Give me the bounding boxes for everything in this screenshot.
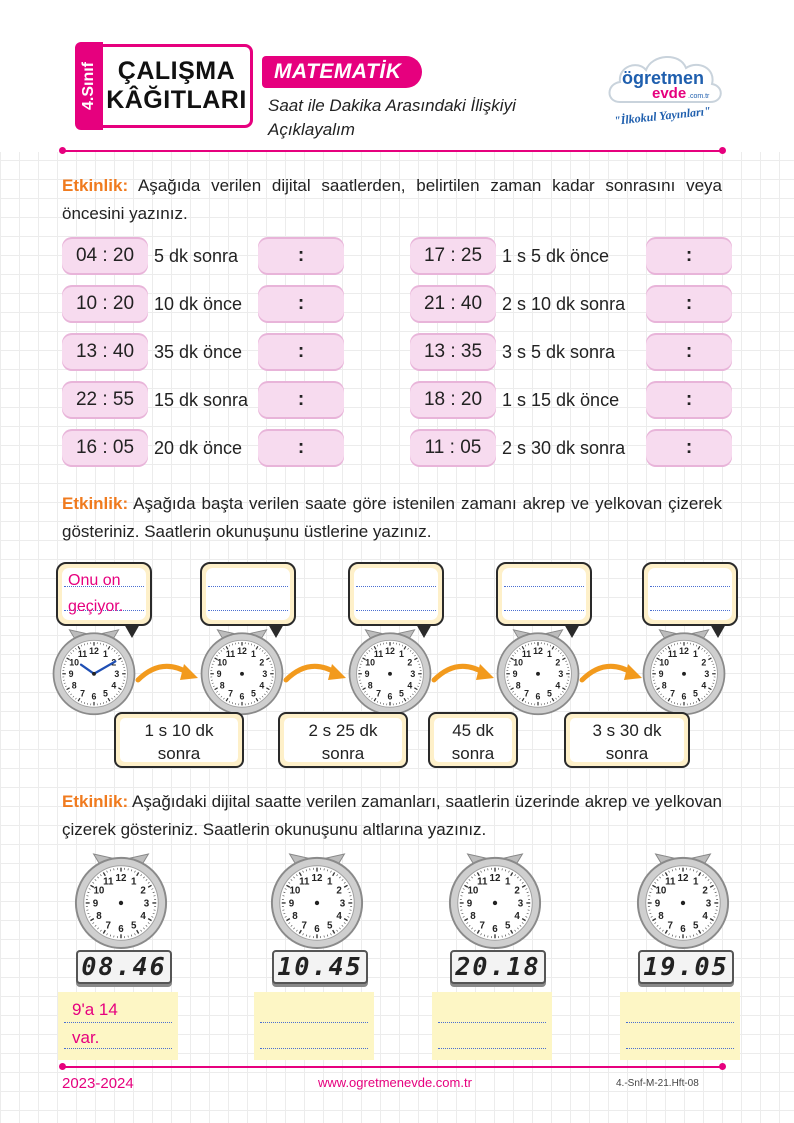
activity-1-instruction [62, 172, 722, 228]
clock-number: 6 [535, 691, 541, 702]
time-step-content [120, 718, 238, 762]
clock-number: 4 [336, 911, 342, 923]
clock-number: 9 [288, 898, 295, 910]
time-step-box [564, 712, 690, 768]
example-speech-bubble [56, 562, 152, 626]
clock-number: 1 [398, 649, 404, 660]
header-divider [62, 150, 722, 152]
clock-number: 5 [102, 688, 108, 699]
clock-number: 11 [103, 876, 114, 888]
footer-divider [62, 1066, 722, 1068]
clock-number: 10 [467, 885, 479, 897]
answer-speech-bubble[interactable] [200, 562, 296, 626]
analog-clock[interactable] [268, 852, 366, 954]
footer-code: 4.-Snf-M-21.Hft-08 [616, 1078, 699, 1089]
clock-number: 8 [515, 680, 521, 691]
clock-center [493, 901, 497, 905]
clock-number: 2 [701, 657, 707, 668]
clock-number: 6 [239, 691, 245, 702]
clock-number: 8 [661, 680, 667, 691]
digital-time-box: 04 : 20 [62, 237, 148, 275]
clock-number: 11 [373, 649, 384, 660]
clock-number: 6 [314, 923, 320, 935]
clock-number: 3 [410, 668, 416, 679]
analog-clock-face [198, 628, 286, 716]
bubble-inner [206, 568, 290, 620]
time-operation: 35 dk önce [154, 342, 243, 362]
clock-center [681, 901, 685, 905]
time-step-direction: sonra [321, 744, 365, 763]
clock-number: 7 [105, 920, 111, 932]
answer-note[interactable] [254, 992, 374, 1060]
writing-line [64, 1022, 172, 1023]
answer-box[interactable]: : [646, 285, 732, 323]
answer-box[interactable]: : [646, 333, 732, 371]
answer-box[interactable]: : [258, 237, 344, 275]
subtitle-line-1: Saat ile Dakika Arasındaki İlişkiyi [268, 96, 516, 115]
time-step-box [114, 712, 244, 768]
clock-number: 11 [299, 876, 310, 888]
clock-center [536, 672, 540, 676]
clock-number: 3 [704, 668, 710, 679]
activity-text: Aşağıda verilen dijital saatlerden, belirtilen zaman kadar sonrasını veya öncesini yazınız. [62, 176, 722, 223]
clock-number: 3 [262, 668, 268, 679]
activity-label: Etkinlik: [62, 176, 129, 195]
clock-number: 4 [111, 680, 117, 691]
time-operation: 5 dk sonra [154, 246, 239, 266]
example-reading-line-2: geçiyor. [68, 598, 124, 615]
title-line-2: KÂĞITLARI [106, 86, 247, 114]
clock-number: 10 [365, 657, 376, 668]
logo-brand: ögretmen [622, 68, 705, 88]
analog-clock[interactable] [640, 628, 728, 720]
footer-dot-left [59, 1063, 66, 1070]
answer-note[interactable] [620, 992, 740, 1060]
analog-clock[interactable] [446, 852, 544, 954]
clock-number: 4 [259, 680, 265, 691]
clock-number: 3 [558, 668, 564, 679]
curved-arrow-icon [132, 654, 202, 690]
clock-number: 10 [217, 657, 228, 668]
digital-time-box: 16 : 05 [62, 429, 148, 467]
time-step-amount: 2 s 25 dk [308, 721, 378, 740]
digital-time-box: 13 : 35 [410, 333, 496, 371]
writing-line [260, 1048, 368, 1049]
analog-clock [50, 628, 138, 720]
clock-number: 12 [489, 872, 501, 884]
writing-line [504, 610, 584, 611]
clock-number: 12 [311, 872, 323, 884]
clock-number: 6 [387, 691, 393, 702]
clock-number: 4 [140, 911, 146, 923]
clock-number: 9 [216, 668, 222, 679]
writing-line [650, 586, 730, 587]
clock-number: 11 [521, 649, 532, 660]
time-step-box [278, 712, 408, 768]
clock-number: 6 [91, 691, 97, 702]
clock-number: 1 [505, 876, 511, 888]
clock-number: 3 [705, 898, 712, 910]
writing-line [626, 1022, 734, 1023]
clock-number: 5 [398, 688, 404, 699]
clock-number: 4 [407, 680, 413, 691]
analog-clock[interactable] [346, 628, 434, 720]
clock-center [315, 901, 319, 905]
clock-number: 11 [77, 649, 88, 660]
clock-number: 1 [327, 876, 333, 888]
clock-number: 5 [546, 688, 552, 699]
title-line-1: ÇALIŞMA [117, 57, 236, 85]
clock-number: 5 [505, 920, 511, 932]
answer-box[interactable]: : [646, 381, 732, 419]
analog-clock-face [72, 852, 170, 950]
time-step-direction: sonra [451, 744, 495, 763]
clock-number: 11 [665, 876, 676, 888]
clock-number: 6 [118, 923, 124, 935]
footer-dot-right [719, 1063, 726, 1070]
clock-number: 9 [68, 668, 74, 679]
clock-number: 2 [702, 885, 708, 897]
writing-line [208, 586, 288, 587]
clock-number: 7 [670, 688, 676, 699]
digital-time-box: 11 : 05 [410, 429, 496, 467]
analog-clock-face [346, 628, 434, 716]
clock-number: 8 [470, 911, 476, 923]
clock-number: 12 [533, 645, 543, 656]
digital-clock-display: 19.05 [638, 950, 734, 984]
footer-website[interactable]: www.ogretmenevde.com.tr [318, 1075, 472, 1090]
time-operation: 20 dk önce [154, 438, 243, 458]
clock-number: 10 [513, 657, 524, 668]
curved-arrow-icon [280, 654, 350, 690]
clock-number: 2 [407, 657, 413, 668]
clock-number: 2 [336, 885, 342, 897]
divider-dot-left [59, 147, 66, 154]
worksheet-title [103, 44, 253, 128]
answer-speech-bubble[interactable] [642, 562, 738, 626]
answer-speech-bubble[interactable] [348, 562, 444, 626]
clock-number: 3 [143, 898, 150, 910]
clock-number: 5 [692, 688, 698, 699]
digital-clock-display: 08.46 [76, 950, 172, 984]
clock-number: 7 [667, 920, 673, 932]
clock-number: 4 [702, 911, 708, 923]
time-step-direction: sonra [605, 744, 649, 763]
clock-number: 8 [367, 680, 373, 691]
writing-line [64, 1048, 172, 1049]
example-reading-line-1: 9'a 14 [72, 1000, 118, 1019]
clock-number: 1 [131, 876, 137, 888]
clock-number: 8 [219, 680, 225, 691]
clock-number: 12 [679, 645, 689, 656]
clock-number: 9 [654, 898, 661, 910]
analog-clock[interactable] [494, 628, 582, 720]
bubble-inner [502, 568, 586, 620]
clock-number: 10 [289, 885, 301, 897]
activity-text: Aşağıdaki dijital saatte verilen zamanları, saatlerin üzerinde akrep ve yelkovan çizerek gösteriniz. Saatlerin okunuşunu altlarına yazınız. [62, 792, 722, 839]
time-step-direction: sonra [157, 744, 201, 763]
clock-number: 1 [250, 649, 256, 660]
time-step-content [434, 718, 512, 762]
analog-clock-face [494, 628, 582, 716]
divider-dot-right [719, 147, 726, 154]
ogretmenevde-logo [600, 40, 730, 130]
clock-center [92, 672, 96, 676]
analog-clock[interactable] [72, 852, 170, 954]
grade-label: 4.Sınıf [80, 61, 98, 111]
clock-number: 9 [658, 668, 664, 679]
clock-number: 4 [701, 680, 707, 691]
clock-number: 8 [292, 911, 298, 923]
example-reading-line-2: var. [72, 1028, 100, 1047]
clock-center [388, 672, 392, 676]
example-reading-line-1: Onu on [68, 572, 121, 589]
clock-number: 7 [80, 688, 86, 699]
clock-number: 11 [667, 649, 678, 660]
analog-clock-face [446, 852, 544, 950]
clock-center [119, 901, 123, 905]
clock-number: 2 [555, 657, 561, 668]
writing-line [260, 1022, 368, 1023]
answer-speech-bubble[interactable] [496, 562, 592, 626]
logo-tagline: "İlkokul Yayınları" [613, 103, 712, 128]
analog-clock[interactable] [198, 628, 286, 720]
worksheet-subtitle [268, 94, 608, 142]
clock-number: 7 [228, 688, 234, 699]
activity-text: Aşağıda başta verilen saate göre istenilen zamanı akrep ve yelkovan çizerek gösteriniz. Saatlerin okunuşunu üstlerine yazınız. [62, 494, 722, 541]
digital-clock-display: 20.18 [450, 950, 546, 984]
example-reading-note [58, 992, 178, 1060]
digital-time-box: 13 : 40 [62, 333, 148, 371]
time-step-content [570, 718, 684, 762]
clock-number: 3 [339, 898, 346, 910]
clock-number: 4 [514, 911, 520, 923]
clock-number: 10 [69, 657, 80, 668]
writing-line [626, 1048, 734, 1049]
clock-center [240, 672, 244, 676]
answer-box[interactable]: : [258, 285, 344, 323]
clock-number: 11 [477, 876, 488, 888]
writing-line [438, 1048, 546, 1049]
digital-time-box: 18 : 20 [410, 381, 496, 419]
digital-time-box: 17 : 25 [410, 237, 496, 275]
subject-label: MATEMATİK [262, 56, 422, 88]
digital-clock-display: 10.45 [272, 950, 368, 984]
clock-number: 9 [92, 898, 99, 910]
clock-number: 6 [492, 923, 498, 935]
analog-clock-face [640, 628, 728, 716]
writing-line [650, 610, 730, 611]
logo-domain: .com.tr [688, 93, 710, 100]
clock-number: 12 [385, 645, 395, 656]
writing-line [438, 1022, 546, 1023]
analog-clock-face [634, 852, 732, 950]
clock-number: 11 [225, 649, 236, 660]
clock-number: 10 [93, 885, 105, 897]
writing-line [356, 610, 436, 611]
clock-number: 9 [364, 668, 370, 679]
time-operation: 10 dk önce [154, 294, 243, 314]
logo-brand-2: evde [652, 85, 687, 102]
time-operation: 1 s 5 dk önce [502, 246, 610, 266]
clock-center [682, 672, 686, 676]
answer-box[interactable]: : [258, 429, 344, 467]
time-operation: 3 s 5 dk sonra [502, 342, 616, 362]
analog-clock-face [50, 628, 138, 716]
clock-number: 8 [96, 911, 102, 923]
answer-box[interactable]: : [258, 381, 344, 419]
clock-number: 3 [114, 668, 120, 679]
writing-line [208, 610, 288, 611]
digital-time-box: 21 : 40 [410, 285, 496, 323]
clock-number: 5 [250, 688, 256, 699]
writing-line [356, 586, 436, 587]
activity-2-instruction [62, 490, 722, 546]
clock-number: 5 [131, 920, 137, 932]
clock-number: 6 [681, 691, 687, 702]
time-operation: 2 s 10 dk sonra [502, 294, 626, 314]
time-operation: 2 s 30 dk sonra [502, 438, 626, 458]
time-step-amount: 3 s 30 dk [592, 721, 662, 740]
clock-number: 8 [658, 911, 664, 923]
clock-number: 12 [115, 872, 127, 884]
clock-number: 12 [677, 872, 689, 884]
clock-number: 1 [692, 649, 698, 660]
clock-number: 2 [140, 885, 146, 897]
time-step-box [428, 712, 518, 768]
clock-number: 7 [479, 920, 485, 932]
time-step-amount: 45 dk [452, 721, 494, 740]
clock-number: 7 [376, 688, 382, 699]
clock-number: 1 [693, 876, 699, 888]
clock-number: 1 [102, 649, 108, 660]
writing-line [504, 586, 584, 587]
grade-tab [75, 42, 103, 130]
clock-number: 6 [680, 923, 686, 935]
digital-time-box: 22 : 55 [62, 381, 148, 419]
clock-number: 1 [546, 649, 552, 660]
clock-number: 12 [89, 645, 99, 656]
clock-number: 8 [71, 680, 77, 691]
clock-number: 12 [237, 645, 247, 656]
bubble-inner [648, 568, 732, 620]
clock-number: 2 [259, 657, 265, 668]
clock-number: 3 [517, 898, 524, 910]
clock-number: 10 [655, 885, 667, 897]
clock-number: 9 [512, 668, 518, 679]
clock-number: 2 [514, 885, 520, 897]
time-operation: 15 dk sonra [154, 390, 249, 410]
answer-box[interactable]: : [646, 237, 732, 275]
curved-arrow-icon [576, 654, 646, 690]
analog-clock[interactable] [634, 852, 732, 954]
footer-year: 2023-2024 [62, 1075, 134, 1092]
activity-label: Etkinlik: [62, 494, 129, 513]
clock-number: 5 [327, 920, 333, 932]
clock-number: 7 [524, 688, 530, 699]
clock-number: 10 [659, 657, 670, 668]
clock-number: 7 [301, 920, 307, 932]
subtitle-line-2: Açıklayalım [268, 120, 355, 139]
answer-box[interactable]: : [646, 429, 732, 467]
clock-number: 4 [555, 680, 561, 691]
answer-box[interactable]: : [258, 333, 344, 371]
digital-time-box: 10 : 20 [62, 285, 148, 323]
curved-arrow-icon [428, 654, 498, 690]
time-step-amount: 1 s 10 dk [144, 721, 214, 740]
analog-clock-face [268, 852, 366, 950]
time-operation: 1 s 15 dk önce [502, 390, 620, 410]
activity-3-instruction [62, 788, 722, 844]
clock-number: 9 [466, 898, 473, 910]
bubble-inner [354, 568, 438, 620]
time-step-content [284, 718, 402, 762]
clock-number: 5 [693, 920, 699, 932]
answer-note[interactable] [432, 992, 552, 1060]
activity-label: Etkinlik: [62, 792, 129, 811]
